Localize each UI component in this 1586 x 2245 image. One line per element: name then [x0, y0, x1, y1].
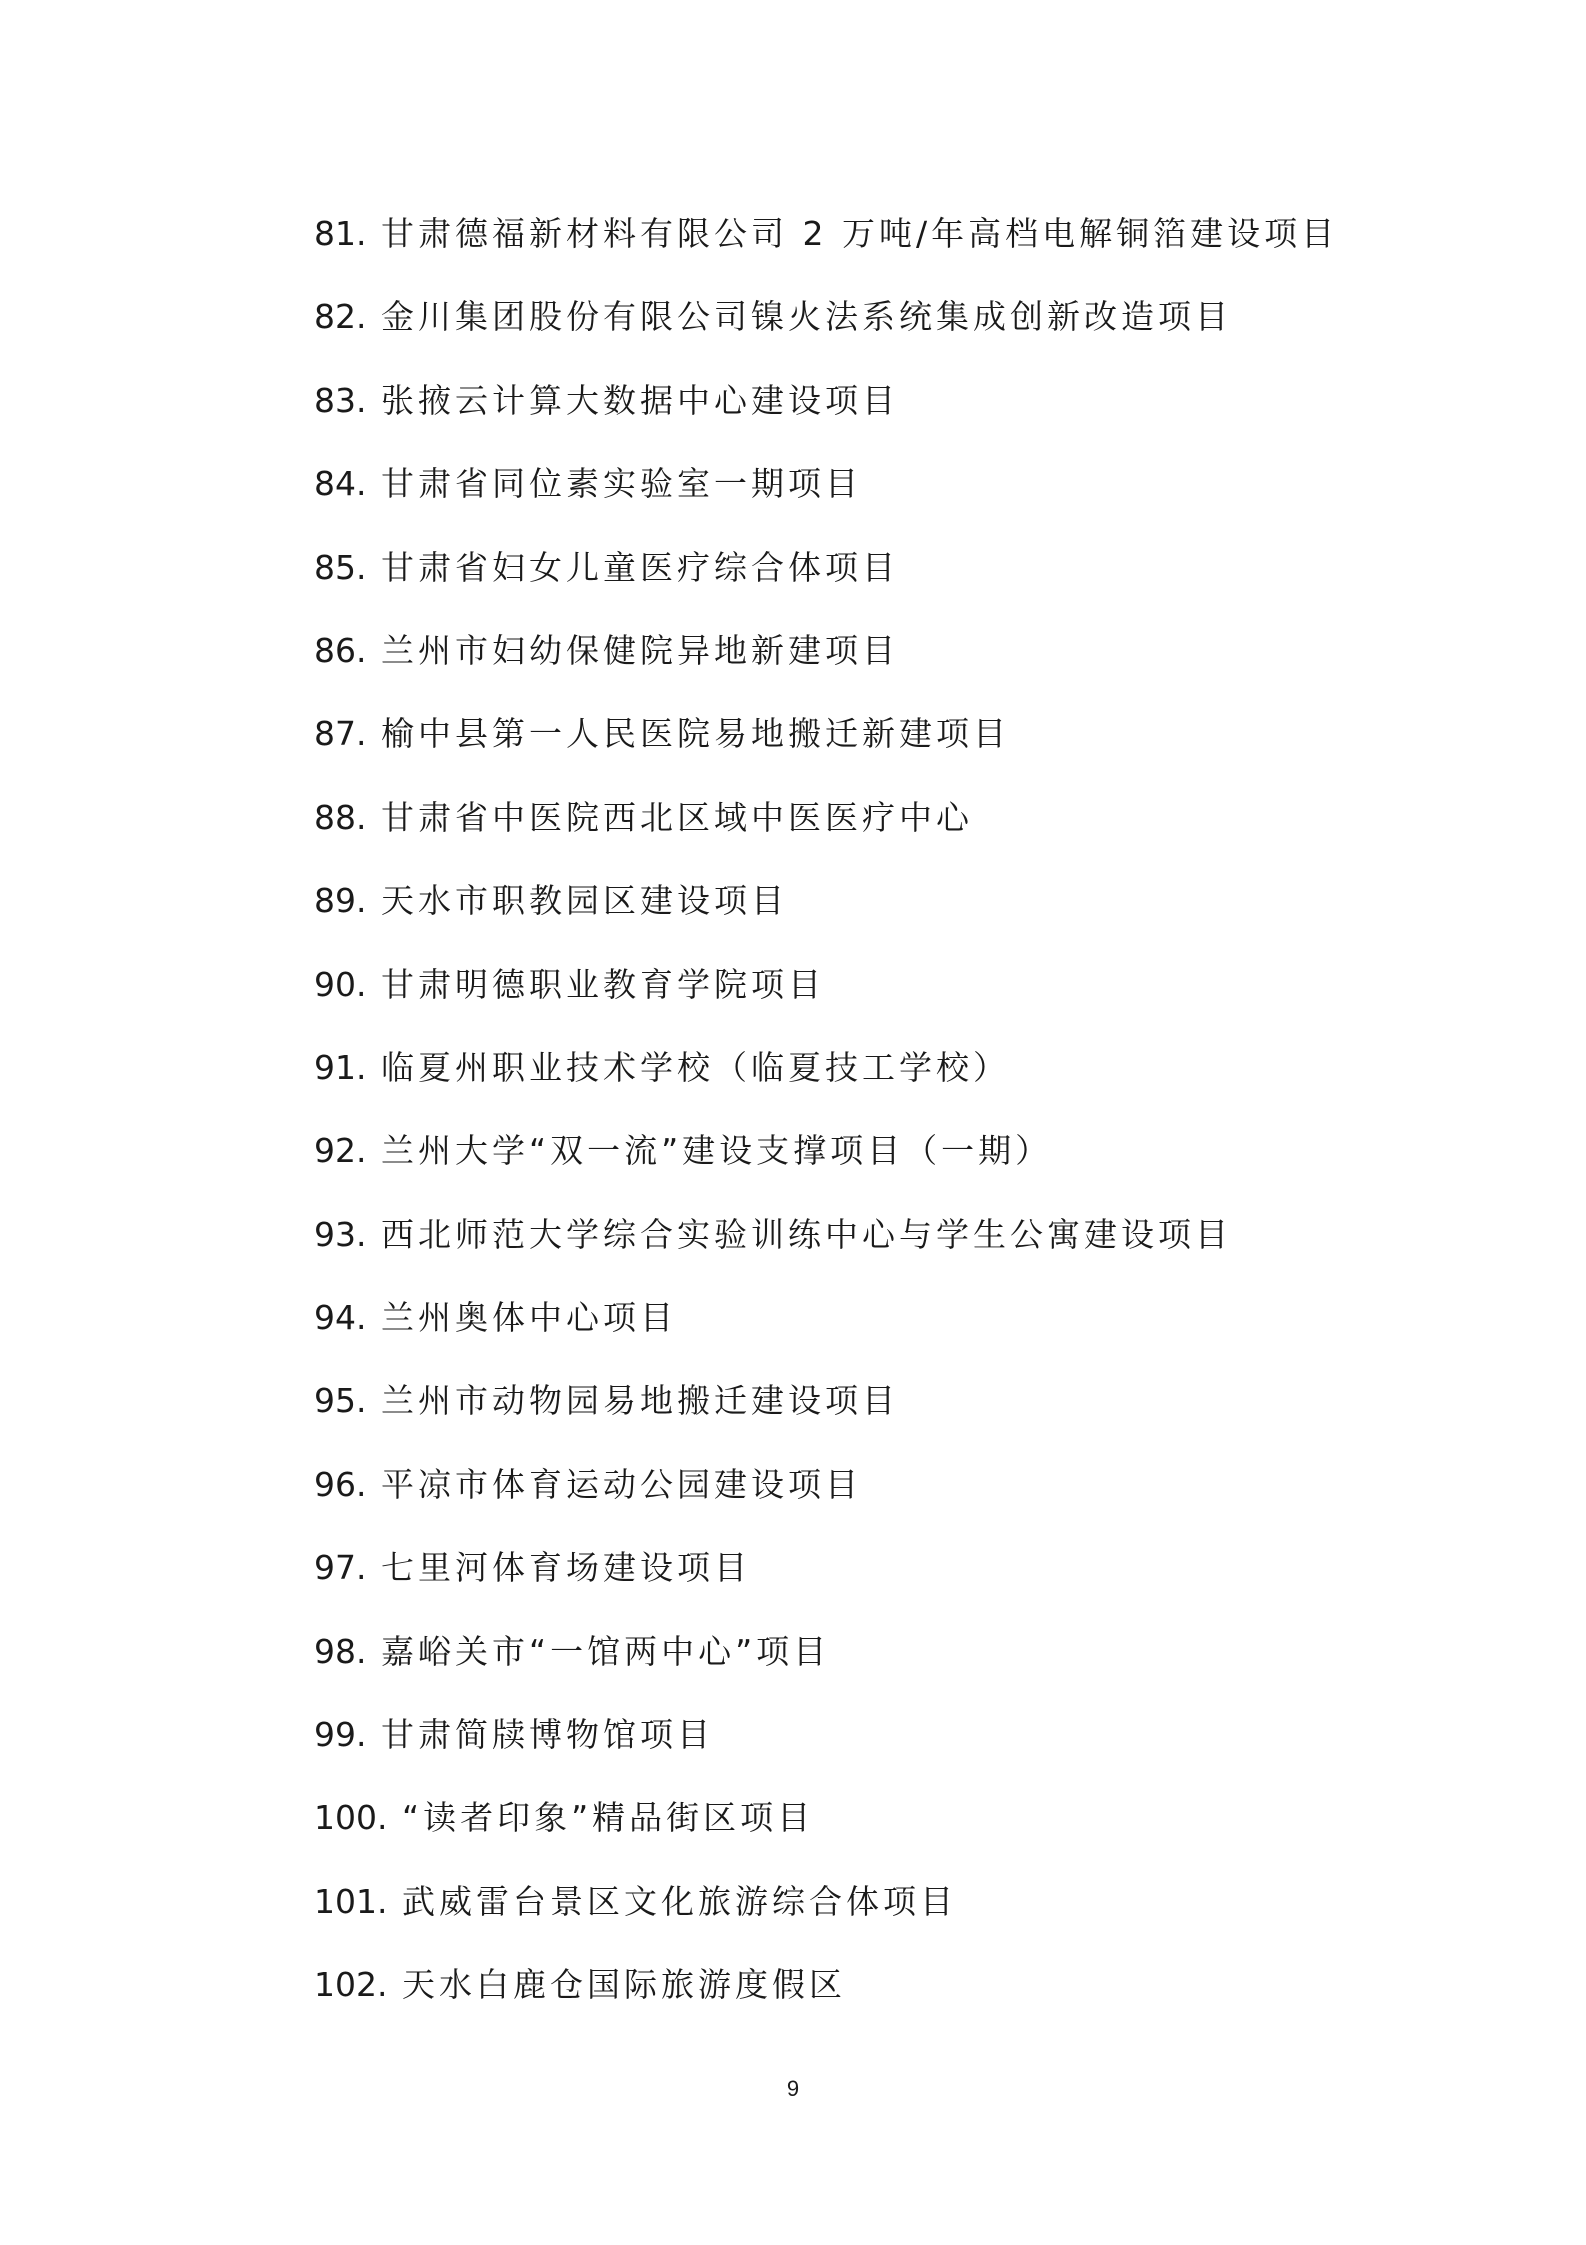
item-text: 甘肃简牍博物馆项目 [380, 1715, 714, 1755]
list-item [314, 1790, 1414, 1873]
list-item [314, 1040, 1414, 1123]
list-item [314, 540, 1414, 623]
list-item [314, 1707, 1414, 1790]
list-item [314, 1624, 1414, 1707]
item-number: 97. [314, 1548, 367, 1588]
item-number: 82. [314, 297, 367, 337]
list-item [314, 1874, 1414, 1957]
item-text: 嘉峪关市“一馆两中心”项目 [380, 1631, 831, 1671]
item-text: 武威雷台景区文化旅游综合体项目 [401, 1881, 957, 1921]
item-number: 89. [314, 881, 367, 921]
item-text: 兰州奥体中心项目 [380, 1298, 677, 1338]
item-number: 84. [314, 464, 367, 504]
list-item [314, 1457, 1414, 1540]
list-item [314, 790, 1414, 873]
item-number: 96. [314, 1464, 367, 1504]
list-item [314, 206, 1414, 289]
item-number: 87. [314, 714, 367, 754]
item-number: 83. [314, 380, 367, 420]
item-number: 100. [314, 1798, 388, 1838]
list-item [314, 1123, 1414, 1206]
item-text: 甘肃明德职业教育学院项目 [380, 964, 825, 1004]
item-number: 94. [314, 1298, 367, 1338]
item-number: 91. [314, 1047, 367, 1087]
item-number: 98. [314, 1631, 367, 1671]
item-text: 天水市职教园区建设项目 [380, 881, 788, 921]
item-number: 102. [314, 1965, 388, 2005]
list-item [314, 957, 1414, 1040]
project-list [314, 206, 1414, 2041]
item-number: 101. [314, 1881, 388, 1921]
item-text: 甘肃省中医院西北区域中医医疗中心 [380, 797, 973, 837]
item-text: 临夏州职业技术学校（临夏技工学校） [380, 1047, 1010, 1087]
item-text: 甘肃省同位素实验室一期项目 [380, 464, 862, 504]
item-text: 兰州市动物园易地搬迁建设项目 [380, 1381, 899, 1421]
item-number: 85. [314, 547, 367, 587]
item-number: 92. [314, 1131, 367, 1171]
list-item [314, 1957, 1414, 2040]
item-text: 兰州大学“双一流”建设支撑项目（一期） [380, 1131, 1053, 1171]
list-item [314, 373, 1414, 456]
list-item [314, 1207, 1414, 1290]
list-item [314, 1290, 1414, 1373]
item-text: 榆中县第一人民医院易地搬迁新建项目 [380, 714, 1010, 754]
list-item [314, 706, 1414, 789]
item-number: 90. [314, 964, 367, 1004]
page-number: 9 [786, 2076, 800, 2101]
item-number: 88. [314, 797, 367, 837]
list-item [314, 456, 1414, 539]
item-number: 95. [314, 1381, 367, 1421]
item-text: 甘肃省妇女儿童医疗综合体项目 [380, 547, 899, 587]
item-text: 七里河体育场建设项目 [380, 1548, 751, 1588]
item-text: 金川集团股份有限公司镍火法系统集成创新改造项目 [380, 297, 1232, 337]
item-number: 86. [314, 630, 367, 670]
item-text: 西北师范大学综合实验训练中心与学生公寓建设项目 [380, 1214, 1232, 1254]
list-item [314, 289, 1414, 372]
list-item [314, 1540, 1414, 1623]
item-text: 张掖云计算大数据中心建设项目 [380, 380, 899, 420]
item-number: 99. [314, 1715, 367, 1755]
item-text: 天水白鹿仓国际旅游度假区 [401, 1965, 846, 2005]
item-number: 81. [314, 214, 367, 253]
item-text: “读者印象”精品街区项目 [401, 1798, 815, 1838]
item-text: 平凉市体育运动公园建设项目 [380, 1464, 862, 1504]
list-item [314, 1373, 1414, 1456]
list-item [314, 873, 1414, 956]
list-item [314, 623, 1414, 706]
item-number: 93. [314, 1214, 367, 1254]
item-text: 兰州市妇幼保健院异地新建项目 [380, 630, 899, 670]
item-text: 甘肃德福新材料有限公司 2 万吨/年高档电解铜箔建设项目 [380, 214, 1339, 253]
